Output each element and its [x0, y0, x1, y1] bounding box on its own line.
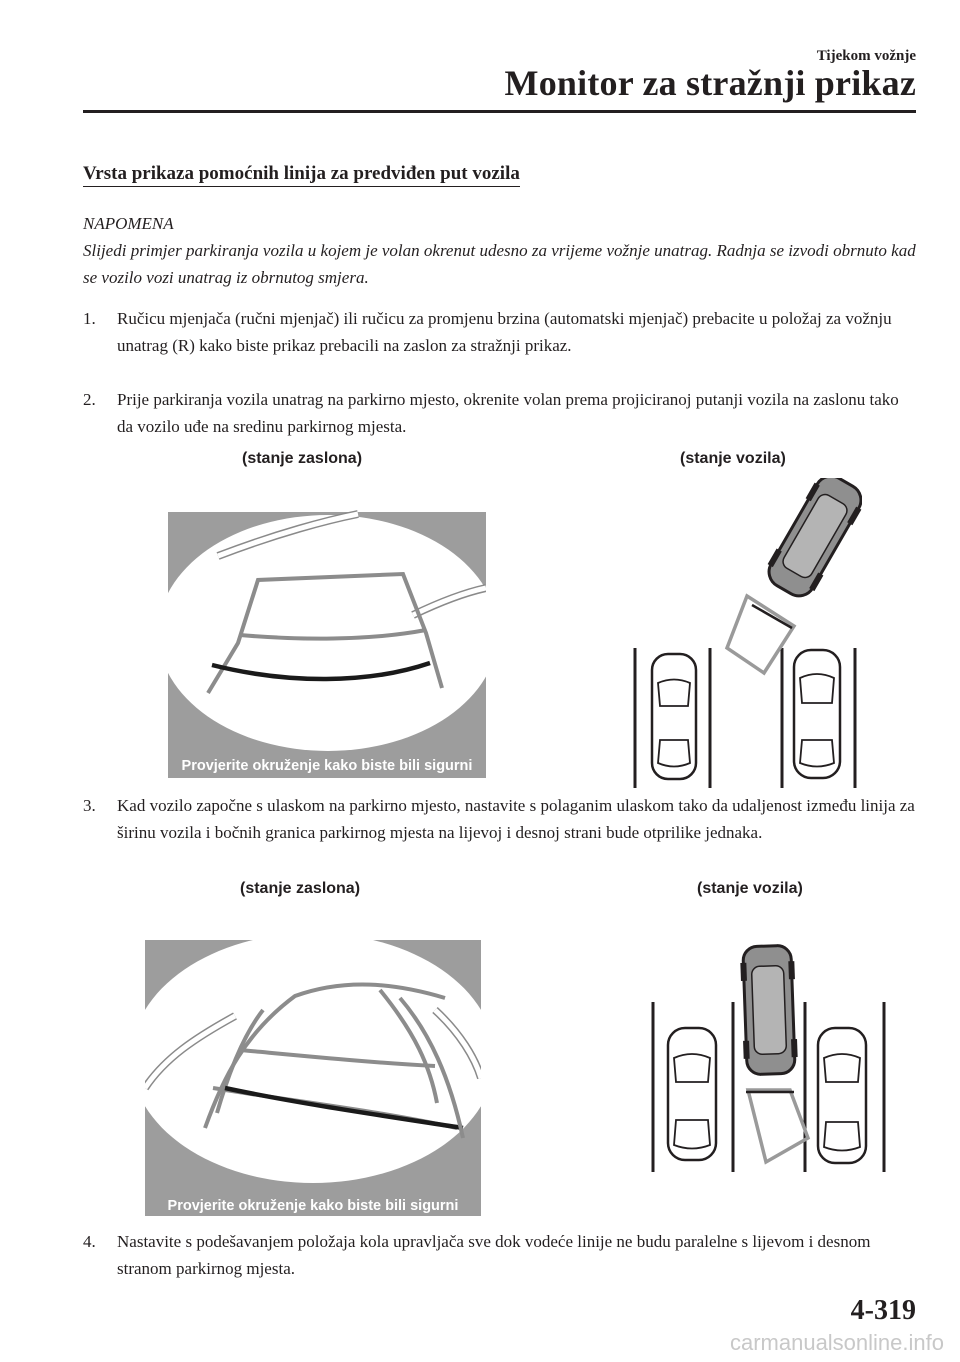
figure-1-screen-view: [168, 508, 486, 778]
step-text: Prije parkiranja vozila unatrag na parkirno mjesto, okrenite volan prema projiciranoj putanji vozila na zaslonu tako da vozilo uđe na sredinu parkirnog mjesta.: [117, 390, 899, 436]
figure-1-vehicle-label: (stanje vozila): [680, 450, 786, 467]
parked-car-left: [652, 654, 696, 779]
parked-car-right: [818, 1028, 866, 1163]
watermark: carmanualsonline.info: [729, 1330, 944, 1355]
step-text: Nastavite s podešavanjem položaja kola upravljača sve dok vodeće linije ne budu paralelne s lijevom i desnom stranom parkirnog mjesta.: [117, 1232, 871, 1278]
step-number: 3.: [83, 796, 96, 815]
note-label: NAPOMENA: [83, 214, 174, 233]
section-title: Vrsta prikaza pomoćnih linija za predviđen put vozila: [83, 163, 520, 187]
moving-car: [761, 478, 862, 603]
figure-2-vehicle-label: (stanje vozila): [697, 880, 803, 897]
chapter-label: Tijekom vožnje: [816, 48, 916, 64]
figure-1-screen-label: (stanje zaslona): [242, 450, 363, 467]
step-text: Ručicu mjenjača (ručni mjenjač) ili ručicu za promjenu brzina (automatski mjenjač) prebacite u položaj za vožnju unatrag (R) kako biste prikaz prebacili na zaslon za stražnji prikaz.: [117, 309, 892, 355]
parked-car-right: [794, 650, 840, 778]
screen-warning-text: Provjerite okruženje kako biste bili sigurni: [167, 1198, 459, 1214]
note-text: Slijedi primjer parkiranja vozila u kojem je volan okrenut udesno za vrijeme vožnje unatrag. Radnja se izvodi obrnuto kad se vozilo vozi unatrag iz obrnutog smjera.: [83, 241, 916, 287]
figure-2-screen-label: (stanje zaslona): [240, 880, 361, 897]
figure-2-screen-view: [145, 938, 481, 1216]
step-text: Kad vozilo započne s ulaskom na parkirno mjesto, nastavite s polaganim ulaskom tako da udaljenost između linija za širinu vozila i bočnih granica parkirnog mjesta na lijevoj i desnoj strani bude otprilike jednaka.: [117, 796, 915, 842]
moving-car: [740, 945, 798, 1075]
figure-2-vehicle-view: [648, 940, 888, 1172]
figure-1-vehicle-view: [632, 478, 862, 788]
screen-warning-text: Provjerite okruženje kako biste bili sigurni: [181, 758, 473, 774]
page-number: 4-319: [850, 1295, 916, 1326]
step-number: 2.: [83, 390, 96, 409]
header-rule: [83, 110, 916, 113]
step-number: 4.: [83, 1232, 96, 1251]
step-number: 1.: [83, 309, 96, 328]
page-title: Monitor za stražnji prikaz: [504, 63, 916, 103]
parked-car-left: [668, 1028, 716, 1160]
